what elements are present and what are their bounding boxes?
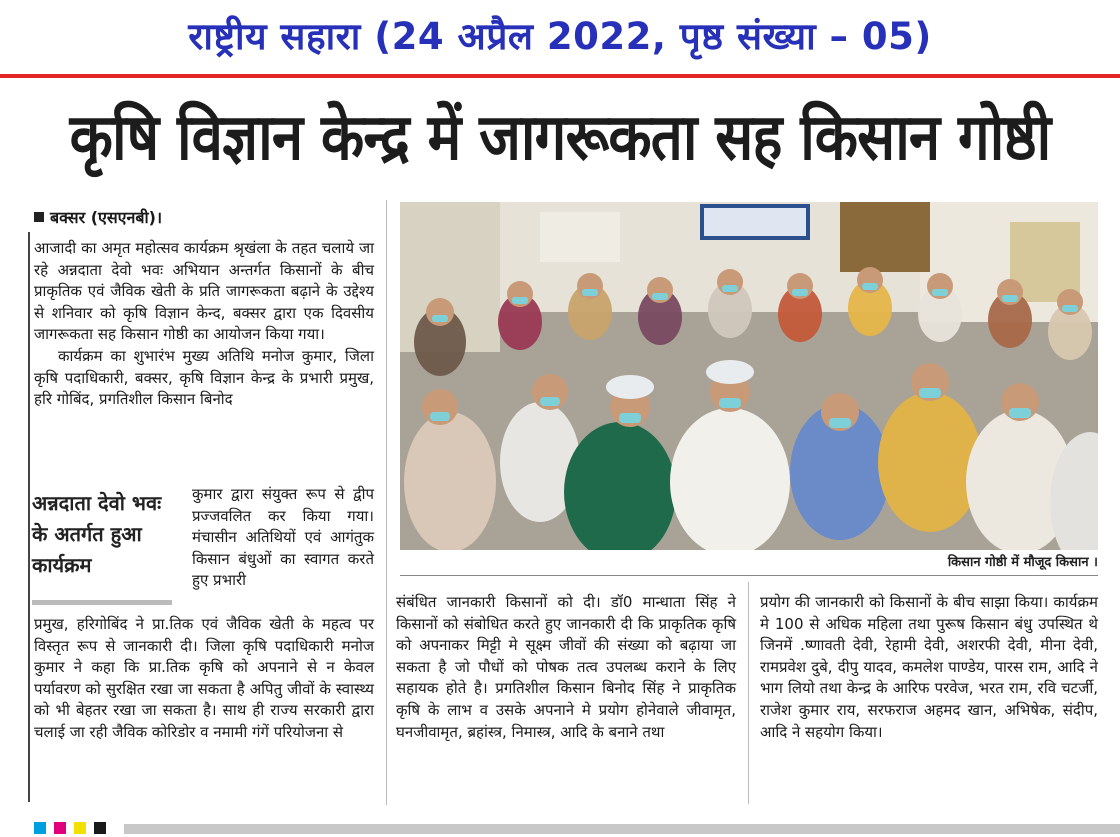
column-separator-1 (386, 200, 387, 805)
audience-illustration (400, 202, 1098, 550)
footer-bar (124, 824, 1120, 834)
black-swatch (94, 822, 106, 834)
yellow-swatch (74, 822, 86, 834)
paragraph-inauguration: कार्यक्रम का शुभारंभ मुख्य अतिथि मनोज कुमार, जिला कृषि पदाधिकारी, बक्सर, कृषि विज्ञान केन्द्र के प्रभारी प्रमुख, हरि गोबिंद, प्रगतिशील किसान बिनोद (34, 346, 374, 409)
column-separator-2 (748, 582, 749, 804)
column-1-wrap: कुमार द्वारा संयुक्त रूप से द्वीप प्रज्जवलित कर किया गया। मंचासीन अतिथियों एवं आगंतुक किसान बंधुओं का स्वागत करते हुए प्रभारी (192, 485, 374, 590)
dateline (34, 206, 162, 228)
masthead: राष्ट्रीय सहारा (24 अप्रैल 2022, पृष्ठ संख्या – 05) (188, 15, 932, 58)
headline: कृषि विज्ञान केन्द्र में जागरूकता सह किसान गोष्ठी (69, 101, 1051, 175)
photo-caption: किसान गोष्ठी में मौजूद किसान । (947, 555, 1098, 570)
column-left-rule (28, 232, 30, 802)
column-2: संबंधित जानकारी किसानों को दी। डॉ0 मान्धाता सिंह ने किसानों को संबोधित करते हुए जानकारी दी कि प्राकृतिक कृषि को अपनाकर मिट्टी मे सूक्ष्म जीवों की संख्या को बढ़ाया जा सकता है जो पौधों को पोषक तत्व उपलब्ध कराने के लिए सहायक होते है। प्रगतिशील किसान बिनोद सिंह ने प्राकृतिक कृषि के लाभ व उसके अपनाने मे प्रयोग होनेवाले जीवामृत, घनजीवामृत, ब्रहांस्त्र, निमास्त्र, आदि के बनाने तथा (396, 593, 736, 741)
paragraph-intro: आजादी का अमृत महोत्सव कार्यक्रम श्रृखंला के तहत चलाये जा रहे अन्नदाता देवो भवः अभियान अन्तर्गत किसानों के बीच प्राकृतिक एवं जैविक खेती के प्रति जागरूकता बढ़ाने के उद्देश्य से शनिवार को कृषि विज्ञान केन्द, बक्सर द्वारा एक दिवसीय जागरूकता सह किसान गोष्ठी का आयोजन किया गया। (34, 239, 374, 344)
caption-rule (400, 575, 1098, 576)
column-1-top (34, 238, 374, 411)
magenta-swatch (54, 822, 66, 834)
dateline-square-icon (34, 212, 44, 222)
column-1-bottom: प्रमुख, हरिगोबिंद ने प्रा.तिक एवं जैविक खेती के महत्व पर विस्तृत रूप से जानकारी दी। जिला कृषि पदाधिकारी मनोज कुमार ने कहा कि प्रा.तिक कृषि को अपनाने से न केवल पर्यावरण को सुरक्षित रखा जा सकता है अपितु जीवों के स्वास्थ्य को भी बेहतर रखा जा सकता है। साथ ही राज्य सरकारी द्वारा चलाई जा रही जैविक कोरिडोर व नमामी गंगें परियोजना से (34, 615, 374, 741)
pull-quote: अन्नदाता देवो भवः के अतर्गत हुआ कार्यक्रम (32, 491, 162, 577)
pull-quote-bar (32, 600, 172, 605)
masthead-rule (0, 74, 1120, 78)
farmers-photo (400, 202, 1098, 550)
column-3: प्रयोग की जानकारी को किसानों के बीच साझा किया। कार्यक्रम मे 100 से अधिक महिला तथा पुरूष किसान बंधु उपस्थित थे जिनमें .ष्णावती देवी, रेहामी देवी, अशरफी देवी, मीना देवी, रामप्रवेश दुबे, दीपु यादव, कमलेश पाण्डेय, पारस राम, आदि ने भाग लियो तथा केन्द्र के आरिफ परवेज, भरत राम, रवि चटर्जी, राजेश कुमार राय, सरफराज अहमद खान, अभिषेक, संदीप, आदि ने सहयोग किया। (760, 593, 1098, 741)
dateline-text: बक्सर (एसएनबी)। (50, 208, 163, 227)
cyan-swatch (34, 822, 46, 834)
